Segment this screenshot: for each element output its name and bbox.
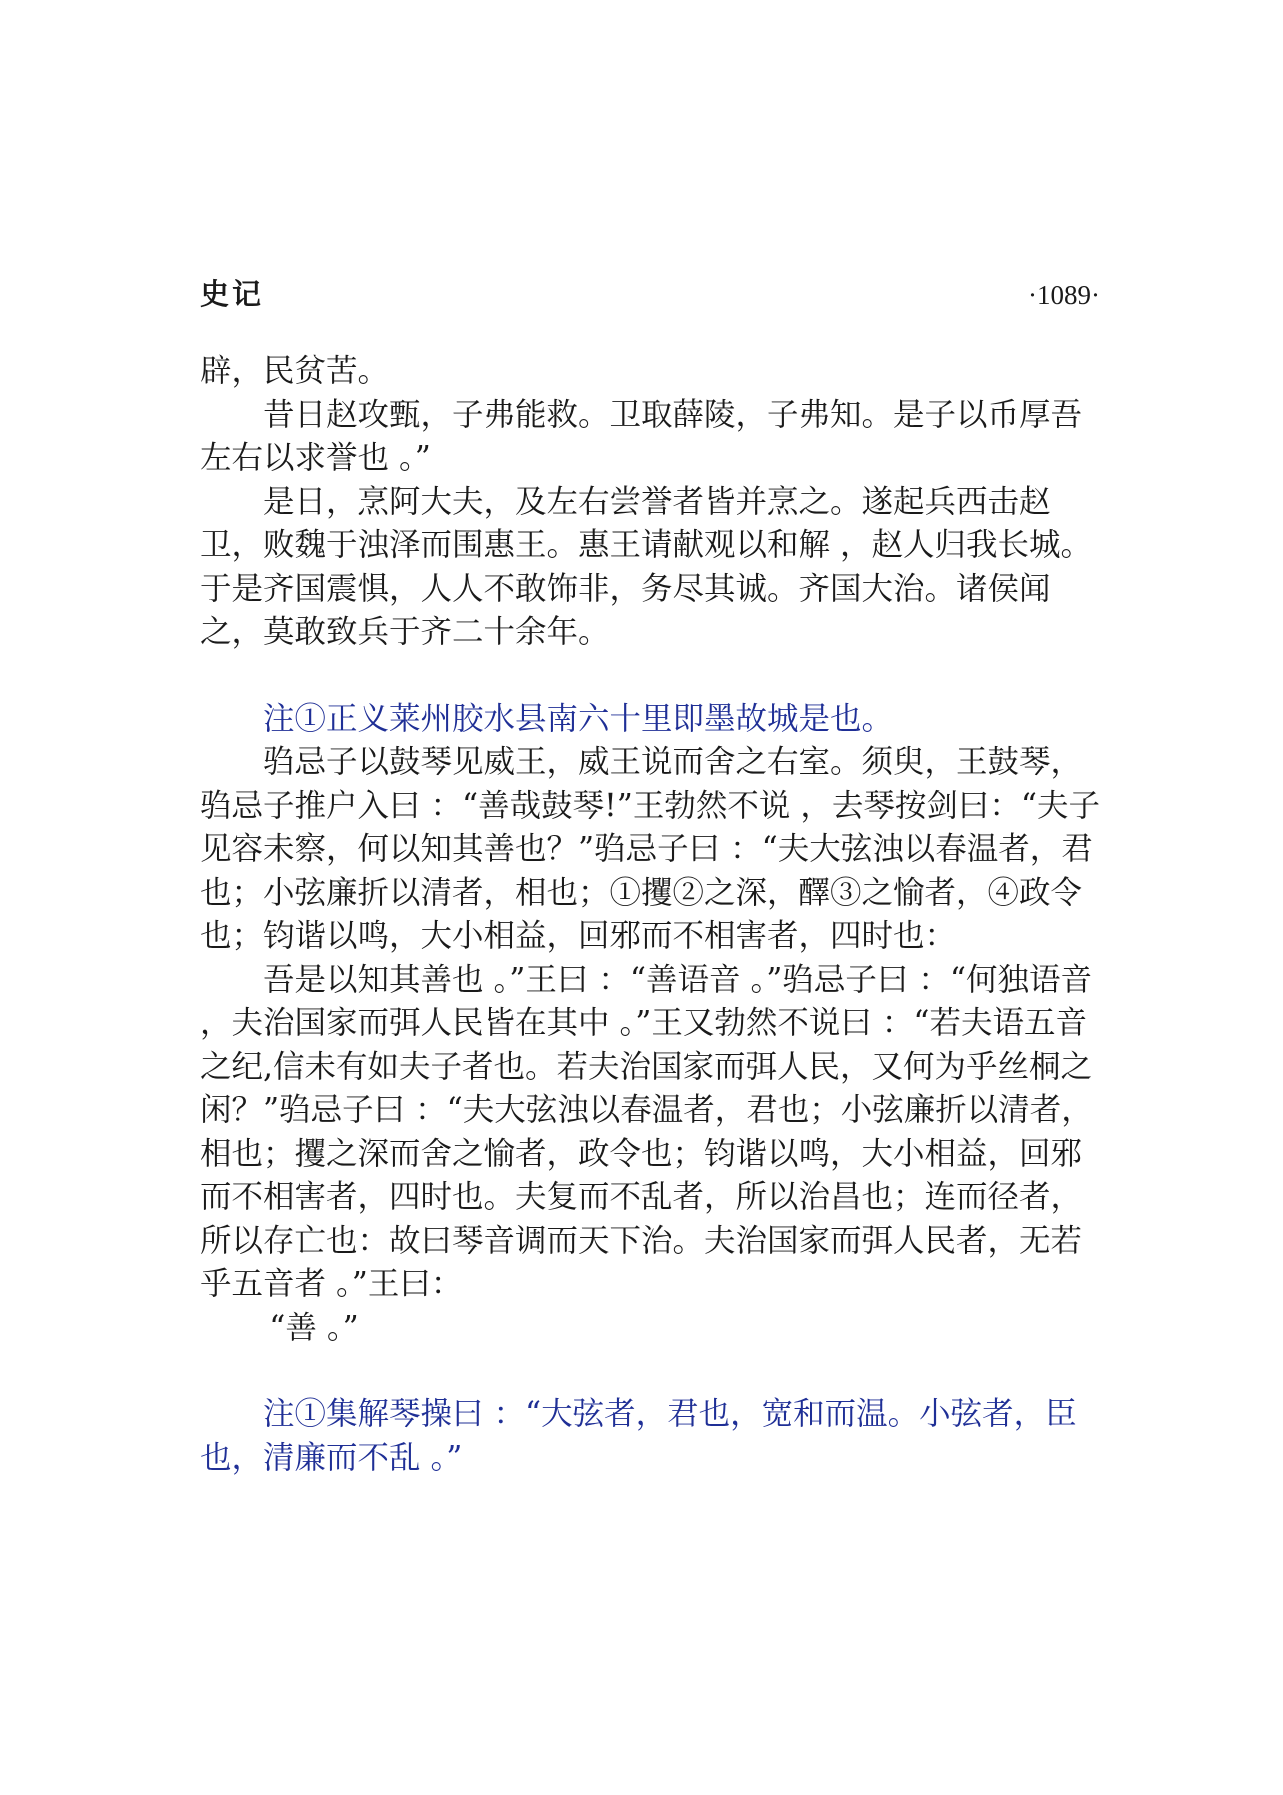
book-title: 史记 bbox=[200, 277, 265, 311]
footnote: 注①集解琴操曰 ：“大弦者，君也，宽和而温。小弦者，臣也，清廉而不乱 。” bbox=[200, 1396, 1077, 1476]
paragraph: 辟，民贫苦。 bbox=[200, 353, 390, 389]
paragraph: 昔日赵攻甄，子弗能救。卫取薛陵，子弗知。是子以币厚吾左右以求誉也 。” bbox=[200, 396, 1083, 476]
page-header bbox=[200, 272, 1100, 313]
paragraph: 是日，烹阿大夫，及左右尝誉者皆并烹之。遂起兵西击赵卫，败魏于浊泽而围惠王。惠王请献观以和解 ，赵人归我长城。于是齐国震惧，人人不敢饰非，务尽其诚。齐国大治。诸侯闻之，莫敢致兵于齐二十余年。 bbox=[200, 483, 1093, 650]
paragraph: “善 。” bbox=[269, 1309, 359, 1346]
page-number: ·1089· bbox=[1028, 280, 1100, 310]
page-body bbox=[200, 350, 1100, 1480]
paragraph: 驺忌子以鼓琴见威王，威王说而舍之右室。须臾，王鼓琴，驺忌子推户入曰 ：“善哉鼓琴!”王勃然不说 ，去琴按剑曰：“夫子见容未察，何以知其善也？”驺忌子曰 ：“夫大弦浊以春温者，君也；小弦廉折以清者，相也；①攫②之深，醳③之愉者，④政令也；钧谐以鸣，大小相益，回邪而不相害者，四时也： bbox=[200, 744, 1100, 954]
paragraph: 吾是以知其善也 。”王曰 ：“善语音 。”驺忌子曰 ：“何独语音 ，夫治国家而弭人民皆在其中 。”王又勃然不说曰 ：“若夫语五音之纪,信未有如夫子者也。若夫治国家而弭人民，又何为乎丝桐之闲？”驺忌子曰 ：“夫大弦浊以春温者，君也；小弦廉折以清者，相也；攫之深而舍之愉者，政令也；钧谐以鸣，大小相益，回邪而不相害者，四时也。夫复而不乱者，所以治昌也；连而径者，所以存亡也：故曰琴音调而天下治。夫治国家而弭人民者，无若乎五音者 。”王曰： bbox=[200, 961, 1093, 1302]
footnote: 注①正义莱州胶水县南六十里即墨故城是也。 bbox=[263, 700, 894, 737]
